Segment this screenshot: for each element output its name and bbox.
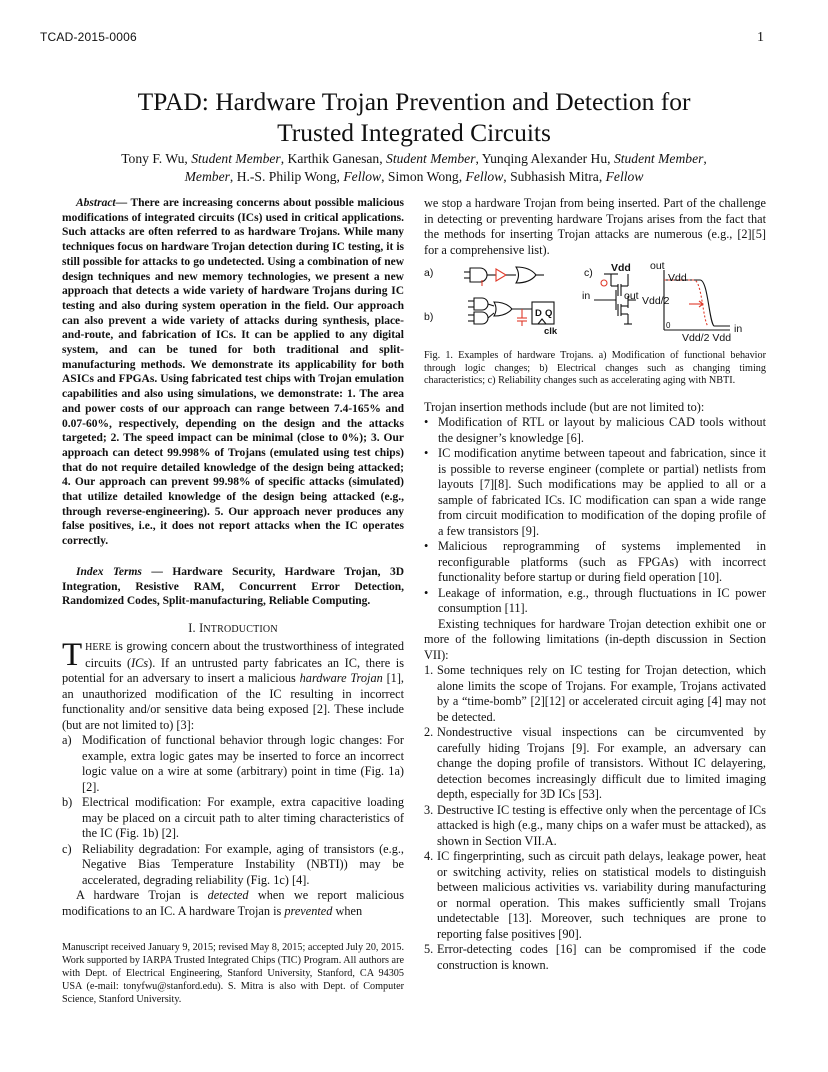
fig-x-ticks: Vdd/2 Vdd bbox=[682, 332, 732, 344]
fig-vdd-axis-label: Vdd bbox=[668, 272, 687, 284]
intro-ics: ICs bbox=[131, 655, 149, 670]
insertion-method-item bbox=[424, 586, 766, 617]
fig-vdd2-label: Vdd/2 bbox=[642, 295, 670, 307]
abstract-text: There are increasing concerns about possible malicious modifications of integrated circuits (ICs) used in critical applications. Such attacks are often referred to as hardware Trojans. While many techniques focus on hardware Trojan detection during IC testing, it is still possible for attacks to go undetected. Using a combination of new design techniques and new memory technologies, we present a new approach that detects a wide variety of hardware Trojans during IC testing and also during system operation in the field. Our approach can also prevent a wide variety of attacks during synthesis, place-and-route, and fabrication of ICs. It can be applied to any digital system, and can be tuned for both traditional and split-manufacturing methods. We demonstrate its applicability for both ASICs and FPGAs. Using fabricated test chips with Trojan emulation capabilities and also using simulations, we demonstrate: 1. The area and power costs of our approach can range between 7.4-165% and 0.07-60%, respectively, depending on the design and the attacks targeted; 2. The speed impact can be minimal (close to 0%); 3. Our approach can detect 99.998% of Trojans (emulated using test chips) that do not require detailed knowledge of the design being attacked; 4. Our approach can prevent 99.98% of specific attacks (simulated) that utilize detailed knowledge of the design being attacked (e.g., through reverse-engineering). 5. Our approach never produces any false positives, i.e., it does not report attacks when the IC operates correctly. bbox=[62, 197, 404, 548]
fig-ff-q: Q bbox=[545, 308, 553, 319]
sep: , bbox=[381, 169, 388, 184]
fig-ff-clk: clk bbox=[544, 326, 558, 337]
limitation-item-label: 1. bbox=[424, 663, 434, 677]
footnote: Manuscript received January 9, 2015; revised May 8, 2015; accepted July 20, 2015. Work supported by IARPA Trusted Integrated Chips (TIC) Program. All authors are with Dept. of Electrical Engineering, Stanford University, Stanford, CA 94305 USA (e-mail: tonyfwu@stanford.edu). S. Mitra is also with Dept. of Computer Science, Stanford University. bbox=[62, 942, 404, 1005]
intro-text-3: [1], an unauthorized modification of the IC resulting in incorrect functionality and/or sensitive data being exposed [2]. These include (but are not limited to) [3]: bbox=[62, 671, 405, 732]
intro-text-2: ). If an untrusted party fabricates an IC, there is potential for an adversary to insert a malicious bbox=[62, 655, 404, 686]
intro-list-item bbox=[62, 795, 404, 842]
section-rest: NTRODUCTION bbox=[203, 623, 278, 635]
intro-list-item-text: Reliability degradation: For example, aging of transistors (e.g., Negative Bias Temperature Instability (NBTI)) may be accelerated, degrading reliability (Fig. 1c) [4]. bbox=[82, 841, 404, 887]
intro-list bbox=[62, 733, 404, 888]
abstract bbox=[62, 196, 404, 549]
limitation-item-text: Destructive IC testing is effective only when the percentage of ICs attacked is high (e.g., many chips on a wafer must be attacked), as shown in Section VII.A. bbox=[437, 802, 766, 848]
index-terms-label: Index Terms bbox=[76, 565, 142, 578]
insertion-method-item bbox=[424, 415, 766, 446]
right-column bbox=[424, 196, 766, 973]
author-5: Simon Wong, bbox=[387, 169, 466, 184]
and-gate-b1-icon bbox=[474, 298, 488, 310]
author-5-role: Fellow bbox=[465, 169, 504, 184]
author-1: Tony F. Wu, bbox=[121, 151, 192, 166]
author-1-role: Student Member bbox=[191, 151, 281, 166]
author-3-role-cont: Member bbox=[184, 169, 230, 184]
intro-list-item bbox=[62, 733, 404, 795]
fig-ff-d: D bbox=[535, 308, 542, 319]
figure-1-diagram bbox=[424, 262, 766, 344]
page-number: 1 bbox=[757, 30, 764, 45]
sep: , bbox=[703, 151, 707, 166]
fig-label-c: c) bbox=[584, 267, 593, 279]
intro-list-item-label: a) bbox=[62, 733, 72, 748]
vtc-curve bbox=[664, 280, 730, 326]
title-line-1: TPAD: Hardware Trojan Prevention and Detection for bbox=[137, 87, 691, 116]
limitation-item-label: 2. bbox=[424, 725, 434, 739]
insertion-method-item-text: IC modification anytime between tapeout and fabrication, since it is possible to reverse engineer (complete or partial) netlists from layouts [7][8]. Such modifications may be applied to all or a sample of fabricated ICs. IC modification can span a wide range from circuit modification to modification of the doping profile of a few transistors [9]. bbox=[438, 446, 766, 538]
and-gate-b2-icon bbox=[474, 312, 488, 324]
drop-cap: T bbox=[62, 637, 83, 674]
insertion-methods-list bbox=[424, 415, 766, 617]
author-3: Yunqing Alexander Hu, bbox=[481, 151, 614, 166]
sep: , bbox=[475, 151, 482, 166]
insertion-method-item-text: Malicious reprogramming of systems implemented in reconfigurable platforms (such as FPGAs) with incorrect functionality before startup or during field operation [10]. bbox=[438, 539, 766, 584]
author-2-role: Student Member bbox=[386, 151, 476, 166]
insertion-method-item-label: • bbox=[424, 585, 429, 600]
abstract-dash: — bbox=[115, 197, 131, 209]
limitation-item-label: 3. bbox=[424, 802, 434, 817]
limitation-item-text: Error-detecting codes [16] can be compromised if the code construction is known. bbox=[437, 942, 766, 972]
right-paragraph-1: we stop a hardware Trojan from being inserted. Part of the challenge in detecting or preventing hardware Trojans arises from the fact that the methods for inserting Trojan attacks are numerous (e.g., [2][5] for a comprehensive list). bbox=[424, 196, 766, 257]
insertion-method-item-text: Leakage of information, e.g., through fluctuations in IC power consumption [11]. bbox=[438, 585, 766, 615]
limitation-item-label: 5. bbox=[424, 942, 434, 956]
sep: , bbox=[280, 151, 288, 166]
right-paragraph-2: Trojan insertion methods include (but are not limited to): bbox=[424, 399, 705, 414]
author-3-role: Student Member bbox=[613, 151, 704, 166]
figure-1-caption: Fig. 1. Examples of hardware Trojans. a) Modification of functional behavior through logic changes; b) Electrical changes such as changing timing characteristics; c) Reliability changes such as accelerating aging with NBTI. bbox=[424, 350, 766, 386]
author-6-role: Fellow bbox=[605, 169, 644, 184]
intro-paragraph-2 bbox=[62, 888, 404, 919]
limitation-item-text: IC fingerprinting, such as circuit path delays, leakage power, heat or switching activity, relies on statistical models to distinguish between malicious activities vs. variability during manufacturing or normal operation. This makes sufficiently small Trojans undetectable [13]. Moreover, such techniques are prone to reporting false positives [90]. bbox=[437, 849, 766, 941]
right-paragraph-3: Existing techniques for hardware Trojan detection exhibit one or more of the following limitations (in-depth discussion in Section VII): bbox=[424, 616, 766, 662]
fig-label-b: b) bbox=[424, 311, 434, 323]
limitation-item bbox=[424, 942, 766, 973]
index-terms bbox=[62, 565, 404, 609]
intro-list-item-text: Electrical modification: For example, extra capacitive loading may be placed on a circuit path to alter timing characteristics of the IC (Fig. 1b) [2]. bbox=[82, 795, 404, 841]
section-number: I. bbox=[188, 620, 200, 635]
index-dash: — bbox=[141, 565, 173, 578]
intro-text-1: is growing concern about the trustworthiness of integrated circuits ( bbox=[85, 639, 404, 670]
intro-list-item-text: Modification of functional behavior through logic changes: For example, extra logic gates may be inserted to force an incorrect logic value on a wire at some (arbitrary) point in time (Fig. 1a) [2]. bbox=[82, 733, 404, 794]
p2-text-3: when bbox=[332, 903, 363, 918]
fig-in-axis-label: in bbox=[734, 323, 743, 335]
limitation-item-text: Some techniques rely on IC testing for Trojan detection, which alone limits the scope of Trojans. For example, Trojans activated by a “time-bomb” [2][12] or accelerated circuit aging [4] may not be detected. bbox=[437, 663, 766, 724]
sep: , bbox=[503, 169, 511, 184]
insertion-method-item bbox=[424, 539, 766, 586]
limitation-item bbox=[424, 725, 766, 803]
and-gate-icon bbox=[470, 268, 487, 282]
index-terms-text: Hardware Security, Hardware Trojan, 3D Integration, Resistive RAM, Concurrent Error Detection, Randomized Codes, Split-manufacturing, Reliable Computing. bbox=[62, 565, 404, 608]
limitation-item bbox=[424, 803, 766, 850]
insertion-method-item-label: • bbox=[424, 446, 429, 460]
fig-label-a: a) bbox=[424, 267, 434, 279]
author-4-role: Fellow bbox=[343, 169, 382, 184]
author-2: Karthik Ganesan, bbox=[287, 151, 387, 166]
title-line-2: Trusted Integrated Circuits bbox=[277, 118, 551, 147]
left-column bbox=[62, 196, 404, 919]
fig-vdd-label: Vdd bbox=[611, 262, 631, 274]
section-heading-introduction bbox=[62, 621, 404, 638]
insertion-method-item-text: Modification of RTL or layout by malicious CAD tools without the designer’s knowledge [6]. bbox=[438, 415, 766, 445]
author-4: H.-S. Philip Wong, bbox=[236, 169, 344, 184]
p2-prevented: prevented bbox=[284, 903, 333, 918]
insertion-method-item-label: • bbox=[424, 415, 429, 429]
or-gate-b-icon bbox=[494, 302, 512, 316]
fig-out-axis-label: out bbox=[650, 262, 665, 272]
figure-1 bbox=[424, 262, 766, 344]
nbti-marker-icon bbox=[601, 280, 607, 286]
paper-title bbox=[60, 86, 768, 148]
limitation-item bbox=[424, 663, 766, 725]
author-6: Subhasish Mitra, bbox=[510, 169, 606, 184]
intro-paragraph-1 bbox=[62, 639, 404, 733]
limitations-list bbox=[424, 663, 766, 973]
abstract-label: Abstract bbox=[76, 197, 116, 209]
intro-list-item-label: c) bbox=[62, 841, 72, 856]
p2-text-1: A hardware Trojan is bbox=[76, 888, 208, 903]
limitation-item bbox=[424, 849, 766, 942]
fig-in-label: in bbox=[582, 290, 591, 302]
limitation-item-label: 4. bbox=[424, 849, 434, 863]
p2-text-2: when we report malicious modifications to an IC. A hardware Trojan is bbox=[62, 888, 404, 918]
caps-word: HERE bbox=[85, 642, 112, 654]
insertion-method-item bbox=[424, 446, 766, 539]
or-gate-icon bbox=[516, 267, 536, 283]
p2-detected: detected bbox=[207, 888, 249, 903]
fig-zero-label: 0 bbox=[666, 321, 671, 330]
insertion-method-item-label: • bbox=[424, 539, 429, 553]
intro-hardware-trojan: hardware Trojan bbox=[299, 671, 383, 686]
section-first-letter: I bbox=[199, 620, 204, 635]
fig-out-label: out bbox=[624, 290, 639, 302]
trojan-buffer-icon bbox=[496, 269, 506, 281]
intro-list-item-label: b) bbox=[62, 795, 73, 810]
running-header: TCAD-2015-0006 bbox=[40, 30, 137, 44]
intro-list-item bbox=[62, 842, 404, 889]
author-list: Tony F. Wu, Student Member, Karthik Ganesan, Student Member, Yunqing Alexander Hu, Student Member, Member, H.-S. Philip Wong, Fellow, Simon Wong, Fellow, Subhasish Mitra, Fellow bbox=[121, 151, 707, 184]
limitation-item-text: Nondestructive visual inspections can be circumvented by carefully hiding Trojans [9]. For example, an adversary can change the doping profile of transistors. Without IC delayering, detection becomes increasingly difficult due to limited imaging depth, especially for 3D ICs [53]. bbox=[437, 725, 766, 801]
